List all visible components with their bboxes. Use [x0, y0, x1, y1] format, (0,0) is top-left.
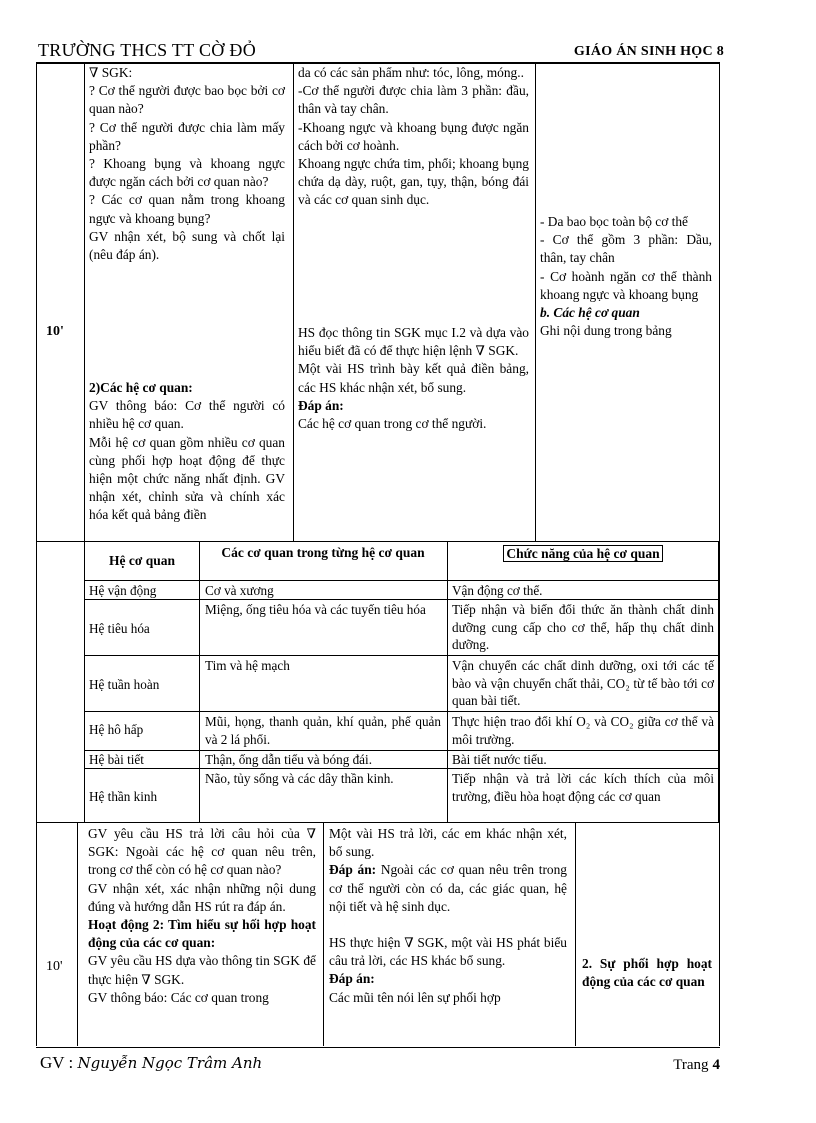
teacher-line: GV nhận xét, bộ sung và chốt lại (nêu đáp án).: [89, 228, 285, 263]
footer-divider: [36, 1047, 720, 1048]
section2-teacher-column: [88, 825, 316, 1045]
table-header-system: Hệ cơ quan: [109, 553, 175, 568]
teacher-label: GV :: [40, 1053, 74, 1072]
section-heading: 2)Các hệ cơ quan:: [89, 380, 193, 395]
page-indicator: [673, 1057, 720, 1074]
table-row-system: Hệ tiêu hóa: [89, 621, 150, 636]
content-note: Ghi nội dung trong bảng: [540, 323, 672, 339]
table-row-organs: Cơ và xương: [205, 583, 274, 598]
teacher-line: ∇ SGK:: [89, 65, 133, 80]
section1-student-column: [298, 64, 529, 210]
subject-title: GIÁO ÁN SINH HỌC 8: [573, 44, 724, 59]
student-line: Một vài HS trình bày kết quả điền bảng, các HS khác nhận xét, bổ sung.: [298, 361, 529, 395]
teacher-line: ? Cơ thể người được bao bọc bởi cơ quan nào?: [89, 83, 285, 117]
table-row-function: Bài tiết nước tiểu.: [452, 752, 547, 767]
table-row-organs: Não, tủy sống và các dây thần kinh.: [205, 771, 394, 786]
section1-teacher-column: [89, 64, 285, 264]
teacher-line: ? Cơ thể người được chia làm mấy phần?: [89, 119, 285, 153]
content-line: - Da bao bọc toàn bộ cơ thể: [540, 214, 689, 229]
table-row-system: Hệ thần kinh: [89, 789, 158, 804]
table-row-organs: Mũi, họng, thanh quản, khí quản, phế quản và 2 lá phổi.: [205, 714, 441, 747]
answer-label: Đáp án:: [329, 862, 377, 878]
table-row-function: Thực hiện trao đổi khí O₂ và CO₂ giữa cơ thể và môi trường.: [452, 714, 714, 747]
teacher-line: GV yêu cầu HS dựa vào thông tin SGK để thực hiện ∇ SGK.: [88, 953, 316, 987]
table-row-function: Vận động cơ thể.: [452, 583, 543, 598]
table-row-function: Vận chuyển các chất dinh dưỡng, oxi tới các tế bào và vận chuyển chất thải, CO₂ từ tế bào tới cơ quan bài tiết.: [452, 658, 714, 708]
activity-heading: Hoạt động 2: Tìm hiểu sự hối hợp hoạt động của các cơ quan:: [88, 917, 316, 951]
teacher-signature: [40, 1053, 262, 1073]
table-row-function: Tiếp nhận và trả lời các kích thích của môi trường, điều hòa hoạt động các cơ quan: [452, 771, 714, 804]
section2-student-column: [329, 825, 567, 1045]
table-row-system: Hệ hô hấp: [89, 722, 144, 737]
teacher-line: GV thông báo: Cơ thể người có nhiều hệ cơ quan.: [89, 398, 285, 432]
section1-time: 10': [46, 324, 64, 339]
table-row-organs: Miệng, ống tiêu hóa và các tuyến tiêu hóa: [205, 602, 426, 617]
teacher-line: ? Các cơ quan nằm trong khoang ngực và khoang bụng?: [89, 192, 285, 226]
student-line: -Cơ thể người được chia làm 3 phần: đầu, thân và tay chân.: [298, 83, 529, 117]
student-line: -Khoang ngực và khoang bụng được ngăn cách bởi cơ hoành.: [298, 119, 529, 153]
student-line: da có các sản phẩm như: tóc, lông, móng..: [298, 65, 524, 80]
table-header-organs: Các cơ quan trong từng hệ cơ quan: [221, 545, 425, 560]
answer-text: Các mũi tên nói lên sự phối hợp: [329, 989, 501, 1005]
student-line: HS thực hiện ∇ SGK, một vài HS phát biểu câu trả lời, các HS khác bổ sung.: [329, 935, 567, 969]
section2-content-heading: 2. Sự phối hợp hoạt động của các cơ quan: [582, 956, 712, 990]
page-number: 4: [712, 1057, 720, 1073]
table-row-organs: Thận, ống dẫn tiểu và bóng đái.: [205, 752, 373, 767]
table-row-system: Hệ tuần hoàn: [89, 677, 160, 692]
content-line: - Cơ thể gồm 3 phần: Dầu, thân, tay chân: [540, 232, 712, 266]
table-row-function: Tiếp nhận và biến đổi thức ăn thành chất dinh dưỡng cung cấp cho cơ thể, hấp thụ chất dinh dưỡng.: [452, 602, 714, 652]
student-line: HS đọc thông tin SGK mục I.2 và dựa vào hiểu biết đã có để thực hiện lệnh ∇ SGK.: [298, 325, 529, 359]
table-row-organs: Tim và hệ mạch: [205, 658, 290, 673]
table-row-system: Hệ vận động: [89, 583, 157, 598]
answer-text: Ngoài các cơ quan nêu trên trong cơ thể người còn có da, các giác quan, hệ nội tiết và hệ sinh dục.: [329, 862, 567, 914]
section1-content-column: [540, 213, 712, 340]
school-name: TRƯỜNG THCS TT CỜ ĐỎ: [38, 40, 256, 60]
answer-label: Đáp án:: [329, 971, 375, 987]
teacher-line: GV thông báo: Các cơ quan trong: [88, 989, 269, 1005]
teacher-line: GV yêu cầu HS trả lời câu hỏi của ∇ SGK: Ngoài các hệ cơ quan nêu trên, trong cơ thể còn có hệ cơ quan nào?: [88, 826, 316, 878]
section2-time: 10': [46, 959, 63, 974]
content-line: - Cơ hoành ngăn cơ thể thành khoang ngực và khoang bụng: [540, 268, 712, 302]
teacher-line: ? Khoang bụng và khoang ngực được ngăn cách bởi cơ quan nào?: [89, 156, 285, 190]
answer-label: Đáp án:: [298, 397, 344, 413]
teacher-line: Mỗi hệ cơ quan gồm nhiều cơ quan cùng phối hợp hoạt động để thực hiện một chức năng nhất định. GV nhận xét, chỉnh sửa và chính xác hóa kết quả bảng điền: [89, 434, 285, 523]
section1-teacher-column-2: [89, 379, 285, 525]
answer-text: Các hệ cơ quan trong cơ thể người.: [298, 416, 487, 432]
table-header-function: Chức năng của hệ cơ quan: [452, 545, 714, 563]
student-line: Một vài HS trả lời, các em khác nhận xét, bổ sung.: [329, 826, 567, 860]
section1-student-column-2: [298, 324, 529, 433]
student-line: Khoang ngực chứa tim, phổi; khoang bụng chứa dạ dày, ruột, gan, tụy, thận, bóng đái và các cơ quan sinh dục.: [298, 156, 529, 208]
table-row-system: Hệ bài tiết: [89, 752, 144, 767]
page-label: Trang: [673, 1057, 709, 1073]
content-heading: b. Các hệ cơ quan: [540, 305, 640, 321]
teacher-name: Nguyễn Ngọc Trâm Anh: [77, 1054, 263, 1072]
teacher-line: GV nhận xét, xác nhận những nội dung đúng và hướng dẫn HS rút ra đáp án.: [88, 880, 316, 914]
